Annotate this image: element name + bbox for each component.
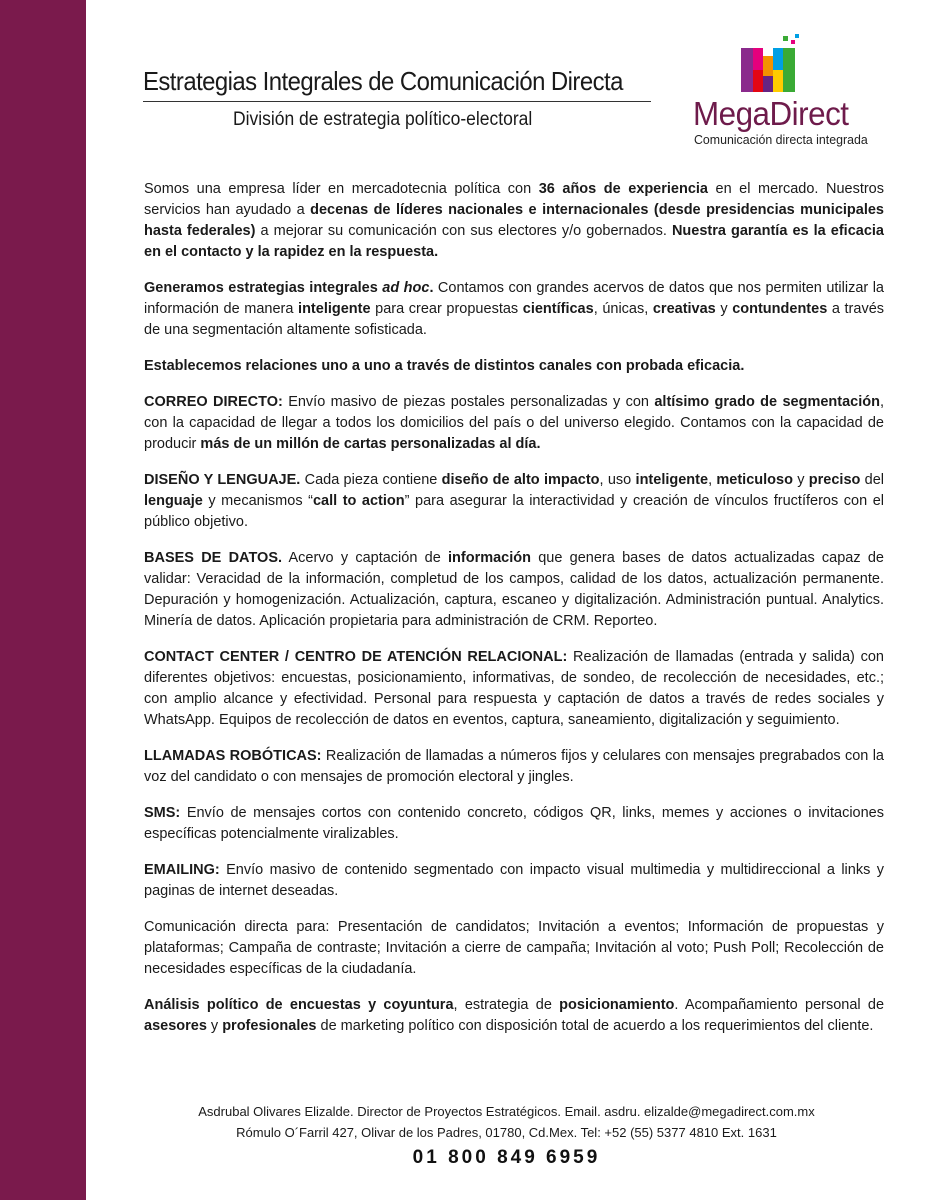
- text-segment: que genera bases de datos actualizadas capaz de validar: Veracidad de la información, completud de los campos, calidad de los datos, actualización permanente. Depuración y homogenización. Actualización, captura, escaneo y digitalización. Administración puntual. Analytics. Minería de datos. Aplicación propietaria para administración de CRM. Reporteo.: [144, 550, 884, 629]
- text-segment: en el mercado. Nuestros servicios han ayudado a: [144, 181, 884, 218]
- text-segment: DISEÑO Y LENGUAJE.: [144, 472, 301, 488]
- paragraph: [144, 746, 884, 788]
- text-segment: información: [448, 550, 531, 566]
- text-segment: profesionales: [222, 1018, 317, 1034]
- text-segment: contundentes: [732, 301, 828, 317]
- text-segment: y: [792, 472, 809, 488]
- text-segment: altísimo grado de segmentación: [654, 394, 880, 410]
- text-segment: , con la capacidad de llegar a todos los domicilios del país o del universo elegido. Contamos con la capacidad de producir: [144, 394, 884, 452]
- text-segment: [382, 280, 429, 296]
- text-segment: inteligente: [298, 301, 371, 317]
- text-segment: creativas: [652, 301, 716, 317]
- text-segment: para crear propuestas: [370, 301, 523, 317]
- text-segment: y mecanismos “: [202, 493, 313, 509]
- text-segment: asesores: [144, 1018, 207, 1034]
- text-segment: meticuloso: [716, 472, 793, 488]
- text-segment: inteligente: [635, 472, 709, 488]
- paragraph: [144, 995, 884, 1037]
- text-segment: de marketing político con disposición total de acuerdo a los requerimientos del cliente.: [316, 1018, 874, 1034]
- logo: [693, 34, 868, 154]
- text-segment: y: [206, 1018, 223, 1034]
- text-segment: LLAMADAS ROBÓTICAS:: [144, 748, 322, 764]
- paragraph: [144, 917, 884, 980]
- text-segment: , estrategia de: [453, 997, 560, 1013]
- paragraph: [144, 548, 884, 632]
- page-subtitle: División de estrategia político-electoral: [233, 109, 533, 130]
- megadirect-logo-icon: [737, 34, 805, 102]
- footer: [86, 1101, 927, 1169]
- text-segment: Somos una empresa líder en mercadotecnia política con: [144, 181, 539, 197]
- text-segment: Realización de llamadas a números fijos y celulares con mensajes pregrabados con la voz del candidato o con mensajes de promoción electoral y jingles.: [144, 748, 884, 785]
- brand-name: MegaDirect: [693, 95, 849, 132]
- text-segment: ” para asegurar la interactividad y creación de vínculos fructíferos con el público objetivo.: [144, 493, 884, 530]
- text-segment: a través de una segmentación altamente sofisticada.: [144, 301, 885, 338]
- text-segment: preciso: [808, 472, 861, 488]
- paragraph: [144, 470, 884, 533]
- text-segment: Nuestra garantía es la eficacia en el contacto y la rapidez en la respuesta.: [144, 223, 884, 260]
- header: [143, 64, 653, 130]
- text-segment: ,: [708, 472, 717, 488]
- text-segment: , uso: [599, 472, 636, 488]
- text-segment: SMS:: [144, 805, 181, 821]
- side-bar: [0, 0, 86, 1200]
- text-segment: Acervo y captación de: [282, 550, 449, 566]
- text-segment: Contamos con grandes acervos de datos que nos permiten utilizar la información de manera: [144, 280, 884, 317]
- text-segment: BASES DE DATOS.: [144, 550, 283, 566]
- text-segment: Análisis político de encuestas y coyuntura: [144, 997, 454, 1013]
- body-text: [144, 179, 884, 1052]
- text-segment: , únicas,: [593, 301, 653, 317]
- text-segment: ad hoc: [382, 280, 430, 296]
- paragraph: [144, 803, 884, 845]
- text-segment: posicionamiento: [559, 997, 675, 1013]
- text-segment: y: [715, 301, 733, 317]
- text-segment: del: [860, 472, 885, 488]
- text-segment: científicas: [522, 301, 594, 317]
- text-segment: decenas de líderes nacionales e internacionales (desde presidencias municipales hasta federales): [144, 202, 884, 239]
- text-segment: .: [429, 280, 434, 296]
- text-segment: más de un millón de cartas personalizadas al día.: [200, 436, 541, 452]
- paragraph: [144, 392, 884, 455]
- text-segment: . Acompañamiento personal de: [674, 997, 885, 1013]
- phone-number: 01 800 849 6959: [412, 1147, 601, 1168]
- text-segment: lenguaje: [144, 493, 203, 509]
- text-segment: Envío masivo de piezas postales personalizadas y con: [282, 394, 655, 410]
- text-segment: Generamos estrategias integrales: [144, 280, 383, 296]
- paragraph: [144, 647, 884, 731]
- text-segment: Cada pieza contiene: [300, 472, 442, 488]
- page-title: Estrategias Integrales de Comunicación Directa: [143, 66, 623, 96]
- text-segment: 36 años de experiencia: [538, 181, 708, 197]
- text-segment: Envío masivo de contenido segmentado con impacto visual multimedia y multidireccional a links y paginas de internet deseadas.: [144, 862, 884, 899]
- paragraph: [144, 860, 884, 902]
- text-segment: EMAILING:: [144, 862, 220, 878]
- contact-line: Asdrubal Olivares Elizalde. Director de Proyectos Estratégicos. Email. asdru. elizalde@megadirect.com.mx: [198, 1104, 815, 1119]
- text-segment: Comunicación directa para: Presentación de candidatos; Invitación a eventos; Información de propuestas y plataformas; Campaña de contraste; Invitación a cierre de campaña; Invitación al voto; Push Poll; Recolección de necesidades específicas de la ciudadanía.: [144, 919, 884, 977]
- text-segment: Realización de llamadas (entrada y salida) con diferentes objetivos: encuestas, posicionamiento, informativas, de sondeo, de recolección de necesidades, etc.; con amplio alcance y efectividad. Personal para respuesta y captación de datos a través de redes sociales y WhatsApp. Equipos de recolección de datos en eventos, captura, saneamiento, digitalización y seguimiento.: [144, 649, 884, 728]
- title-underline: [143, 101, 651, 102]
- text-segment: CONTACT CENTER / CENTRO DE ATENCIÓN RELACIONAL:: [144, 649, 568, 665]
- brand-tagline: Comunicación directa integrada: [694, 132, 868, 147]
- paragraph: [144, 179, 884, 263]
- text-segment: CORREO DIRECTO:: [144, 394, 283, 410]
- paragraph: [144, 278, 884, 341]
- text-segment: diseño de alto impacto: [441, 472, 600, 488]
- text-segment: call to action: [312, 493, 405, 509]
- paragraph: [144, 356, 884, 377]
- address-line: Rómulo O´Farril 427, Olivar de los Padres, 01780, Cd.Mex. Tel: +52 (55) 5377 4810 Ext. 1631: [236, 1125, 777, 1140]
- text-segment: a mejorar su comunicación con sus electores y/o gobernados.: [255, 223, 672, 239]
- text-segment: Establecemos relaciones uno a uno a través de distintos canales con probada eficacia.: [144, 358, 745, 374]
- text-segment: Envío de mensajes cortos con contenido concreto, códigos QR, links, memes y acciones o invitaciones específicas potencialmente viralizables.: [144, 805, 884, 842]
